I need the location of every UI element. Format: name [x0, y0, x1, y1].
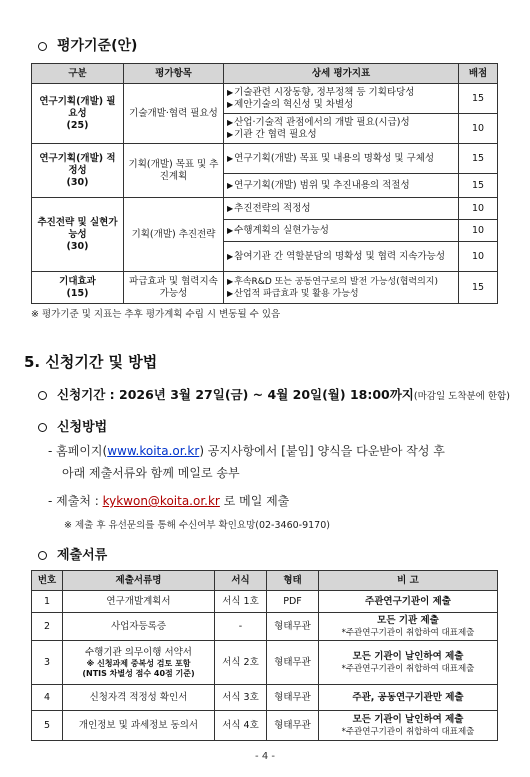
indicator-cell: ▶ 참여기관 간 역할분담의 명확성 및 협력 지속가능성 — [224, 242, 459, 272]
indicator-cell: ▶ 연구기획(개발) 범위 및 추진내용의 적절성 — [224, 174, 459, 198]
triangle-bullet-icon: ▶ — [227, 225, 234, 235]
circle-bullet-icon — [38, 551, 47, 560]
doc-name: 연구개발계획서 — [63, 591, 215, 613]
indicator-cell: ▶ 수행계획의 실현가능성 — [224, 220, 459, 242]
doc-name: 신청자격 적정성 확인서 — [63, 685, 215, 711]
table-row — [32, 641, 498, 685]
score-cell: 10 — [459, 198, 498, 220]
homepage-link[interactable]: www.koita.or.kr — [107, 444, 200, 458]
table-row — [32, 685, 498, 711]
header-remark: 비 고 — [319, 571, 498, 591]
submit-line: - 제출처 : kykwon@koita.or.kr 로 메일 제출 — [48, 494, 290, 508]
doc-type: 형태무관 — [267, 613, 319, 641]
indicator-cell: ▶ 후속R&D 또는 공동연구로의 발전 가능성(협력의지) ▶ 산업적 파급효과 및 활용 가능성 — [224, 272, 459, 304]
item-cell: 기술개발·협력 필요성 — [124, 84, 224, 144]
criteria-table — [31, 63, 498, 304]
triangle-bullet-icon: ▶ — [227, 129, 234, 139]
table-row — [32, 144, 498, 174]
table-row — [32, 711, 498, 741]
doc-form: 서식 1호 — [215, 591, 267, 613]
docs-heading: 제출서류 — [38, 544, 107, 563]
triangle-bullet-icon: ▶ — [227, 117, 234, 127]
table-row — [32, 591, 498, 613]
doc-no: 2 — [32, 613, 63, 641]
doc-remark: 주관연구기관이 제출 — [319, 591, 498, 613]
score-cell: 15 — [459, 272, 498, 304]
header-category: 구분 — [32, 64, 124, 84]
score-cell: 10 — [459, 242, 498, 272]
header-item: 평가항목 — [124, 64, 224, 84]
header-score: 배점 — [459, 64, 498, 84]
triangle-bullet-icon: ▶ — [227, 153, 234, 163]
triangle-bullet-icon: ▶ — [227, 99, 234, 109]
doc-remark: 주관, 공동연구기관만 제출 — [319, 685, 498, 711]
doc-form: 서식 3호 — [215, 685, 267, 711]
doc-form: 서식 4호 — [215, 711, 267, 741]
indicator-cell: ▶ 추진전략의 적정성 — [224, 198, 459, 220]
circle-bullet-icon — [38, 423, 47, 432]
header-indicator: 상세 평가지표 — [224, 64, 459, 84]
header-no: 번호 — [32, 571, 63, 591]
doc-no: 1 — [32, 591, 63, 613]
triangle-bullet-icon: ▶ — [227, 276, 234, 286]
score-cell: 15 — [459, 174, 498, 198]
doc-form: 서식 2호 — [215, 641, 267, 685]
triangle-bullet-icon: ▶ — [227, 87, 234, 97]
docs-header-row — [32, 571, 498, 591]
group-cell: 연구기획(개발) 필요성 (25) — [32, 84, 124, 144]
doc-no: 5 — [32, 711, 63, 741]
triangle-bullet-icon: ▶ — [227, 288, 234, 298]
table-row — [32, 84, 498, 114]
doc-name: 수행기관 의무이행 서약서 ※ 신청과제 중복성 검토 포함 (NTIS 차별성 점수 40점 기준) — [63, 641, 215, 685]
criteria-heading: 평가기준(안) — [38, 35, 137, 55]
doc-remark: 모든 기관이 날인하여 제출 *주관연구기관이 취합하여 대표제출 — [319, 641, 498, 685]
table-row — [32, 613, 498, 641]
doc-name: 개인정보 및 과세정보 동의서 — [63, 711, 215, 741]
header-type: 형태 — [267, 571, 319, 591]
doc-form: - — [215, 613, 267, 641]
confirm-note: ※ 제출 후 유선문의를 통해 수신여부 확인요망(02-3460-9170) — [64, 520, 330, 531]
score-cell: 10 — [459, 114, 498, 144]
indicator-cell: ▶ 연구기획(개발) 목표 및 내용의 명확성 및 구체성 — [224, 144, 459, 174]
group-cell: 연구기획(개발) 적정성 (30) — [32, 144, 124, 198]
doc-remark: 모든 기관이 날인하여 제출 *주관연구기관이 취합하여 대표제출 — [319, 711, 498, 741]
triangle-bullet-icon: ▶ — [227, 251, 234, 261]
triangle-bullet-icon: ▶ — [227, 203, 234, 213]
score-cell: 15 — [459, 84, 498, 114]
doc-type: 형태무관 — [267, 641, 319, 685]
item-cell: 기획(개발) 목표 및 추진계획 — [124, 144, 224, 198]
doc-type: 형태무관 — [267, 711, 319, 741]
doc-type: PDF — [267, 591, 319, 613]
table-row — [32, 198, 498, 220]
method-line-1: - 홈페이지(www.koita.or.kr) 공지사항에서 [붙임] 양식을 다운받아 작성 후 — [48, 444, 445, 458]
indicator-cell: ▶ 산업·기술적 관점에서의 개발 필요(시급)성 ▶ 기관 간 협력 필요성 — [224, 114, 459, 144]
header-form: 서식 — [215, 571, 267, 591]
email-link[interactable]: kykwon@koita.or.kr — [102, 494, 220, 508]
indicator-cell: ▶ 기술관련 시장동향, 정부정책 등 기획타당성 ▶ 제안기술의 혁신성 및 차별성 — [224, 84, 459, 114]
doc-no: 3 — [32, 641, 63, 685]
method-line-2: 아래 제출서류와 함께 메일로 송부 — [62, 466, 240, 480]
section-title: 5. 신청기간 및 방법 — [24, 353, 158, 371]
group-cell: 추진전략 및 실현가능성 (30) — [32, 198, 124, 272]
doc-name: 사업자등록증 — [63, 613, 215, 641]
header-doc-name: 제출서류명 — [63, 571, 215, 591]
method-heading: 신청방법 — [38, 416, 107, 435]
group-cell: 기대효과 (15) — [32, 272, 124, 304]
triangle-bullet-icon: ▶ — [227, 180, 234, 190]
score-cell: 10 — [459, 220, 498, 242]
doc-remark: 모든 기관 제출 *주관연구기관이 취합하여 대표제출 — [319, 613, 498, 641]
score-cell: 15 — [459, 144, 498, 174]
doc-type: 형태무관 — [267, 685, 319, 711]
item-cell: 기획(개발) 추진전략 — [124, 198, 224, 272]
doc-no: 4 — [32, 685, 63, 711]
circle-bullet-icon — [38, 391, 47, 400]
docs-table — [31, 570, 498, 741]
item-cell: 파급효과 및 협력지속가능성 — [124, 272, 224, 304]
period-line: 신청기간 : 2026년 3월 27일(금) ~ 4월 20일(월) 18:00까지(마감일 도착분에 한함) — [38, 385, 510, 403]
circle-bullet-icon — [38, 42, 47, 51]
page-number: - 4 - — [255, 751, 275, 762]
criteria-note: ※ 평가기준 및 지표는 추후 평가계획 수립 시 변동될 수 있음 — [31, 309, 281, 320]
criteria-header-row — [32, 64, 498, 84]
table-row — [32, 272, 498, 304]
